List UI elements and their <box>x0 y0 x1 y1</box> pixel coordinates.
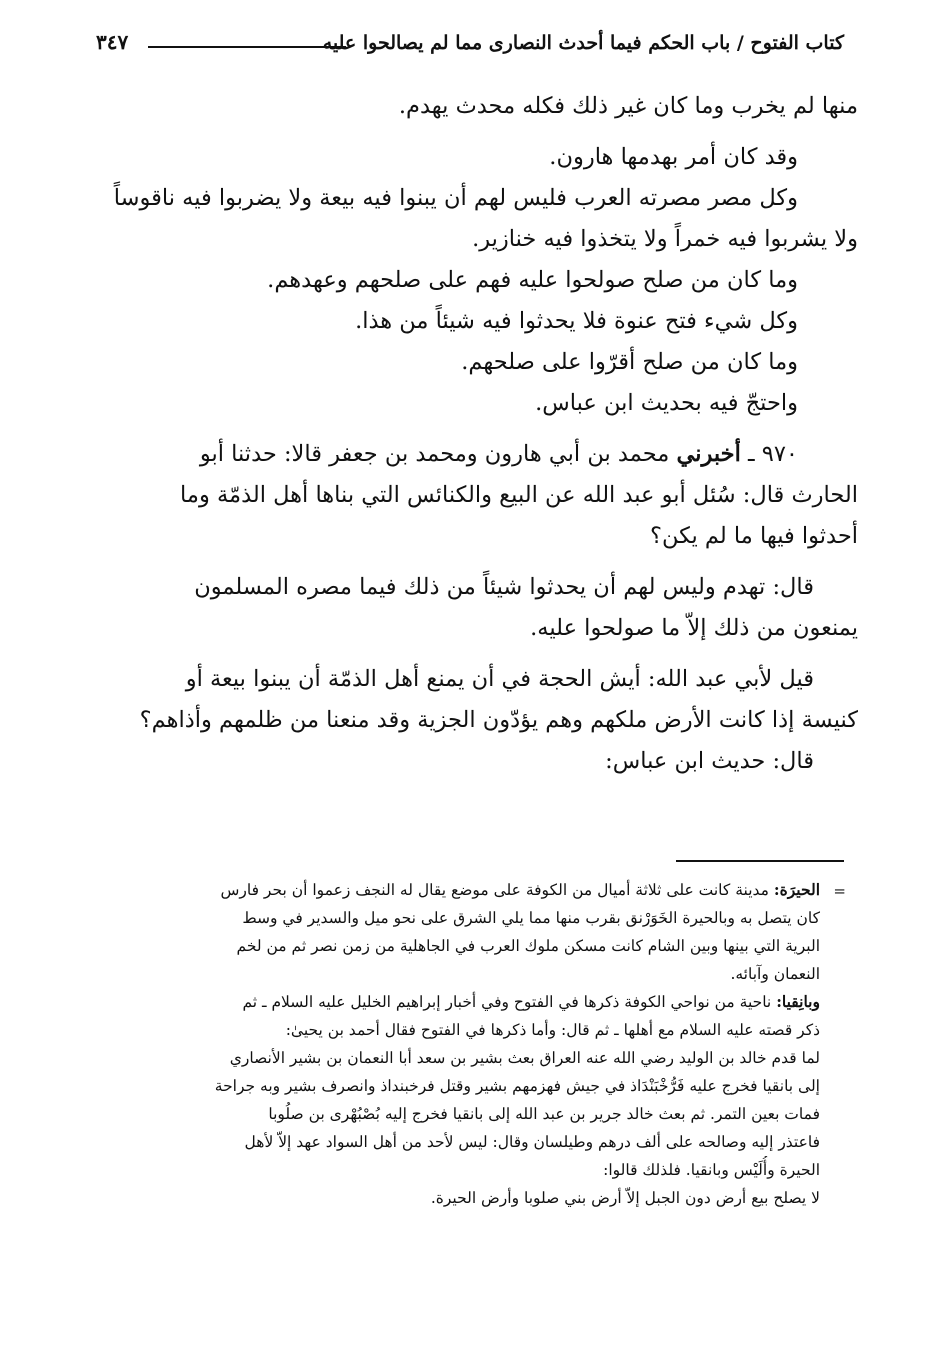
text-line: وكل شيء فتح عنوة فلا يحدثوا فيه شيئاً من هذا. <box>355 308 798 334</box>
text-line: وما كان من صلح أقرّوا على صلحهم. <box>461 349 798 375</box>
text-line: كنيسة إذا كانت الأرض ملكهم وهم يؤدّون الجزية وقد منعنا من ظلمهم وأذاهم؟ <box>139 707 858 733</box>
text-line: وما كان من صلح صولحوا عليه فهم على صلحهم وعهدهم. <box>267 267 798 293</box>
text-line: يمنعون من ذلك إلاّ ما صولحوا عليه. <box>530 615 858 641</box>
hadith-number: ٩٧٠ ـ <box>747 441 798 467</box>
footnote-line: كان يتصل به وبالحيرة الخَوَرْنق بقرب منها مما يلي الشرق على نحو ميل والسدير في وسط <box>242 909 820 927</box>
footnote-line: البرية التي بينها وبين الشام كانت مسكن ملوك العرب في الجاهلية من زمن نصر ثم من لخم <box>236 937 820 955</box>
page-number: ٣٤٧ <box>96 30 129 54</box>
footnote-line: وبانِقيا: ناحية من نواحي الكوفة ذكرها في الفتوح وفي أخبار إبراهيم الخليل عليه السلام ـ ثم <box>242 992 820 1011</box>
text-line: الحارث قال: سُئل أبو عبد الله عن البيع والكنائس التي بناها أهل الذمّة وما <box>180 482 858 508</box>
footnote-line: إلى بانقيا فخرج عليه فَرُّخْبَنْدَاذ في جيش فهزمهم بشير وقتل فرخبنداذ وانصرف بشير وبه جراحة <box>214 1077 820 1095</box>
footnote-line: فاعتذر إليه وصالحه على ألف درهم وطيلسان وقال: ليس لأحد من أهل السواد عهد إلاّ لأهل <box>244 1133 820 1151</box>
hadith-opening-line <box>92 434 858 475</box>
footnote-line: الحيرَة: مدينة كانت على ثلاثة أميال من الكوفة على موضع يقال له النجف زعموا أن بحر فارس <box>220 880 820 899</box>
text-line: ولا يشربوا فيه خمراً ولا يتخذوا فيه خنازير. <box>472 226 858 252</box>
footnote-line: النعمان وآبائه. <box>730 965 820 983</box>
footnotes <box>94 876 846 1212</box>
text-line: منها لم يخرب وما كان غير ذلك فكله محدث يهدم. <box>398 93 858 119</box>
footnote-line: ذكر قصته عليه السلام مع أهلها ـ ثم قال: وأما ذكرها في الفتوح فقال أحمد بن يحيىٰ: <box>285 1021 820 1039</box>
header-rule <box>148 46 346 48</box>
footnote-term: وبانِقيا: <box>776 992 820 1011</box>
text-line: قيل لأبي عبد الله: أيش الحجة في أن يمنع أهل الذمّة أن يبنوا بيعة أو <box>185 666 814 692</box>
continuation-mark: = <box>833 882 846 900</box>
hadith-chain: محمد بن أبي هارون ومحمد بن جعفر قالا: حدثنا أبو <box>199 441 670 467</box>
running-title: كتاب الفتوح / باب الحكم فيما أحدث النصارى مما لم يصالحوا عليه <box>322 32 844 54</box>
footnote-line: لا يصلح بيع أرض دون الجبل إلاّ أرض بني صلوبا وأرض الحيرة. <box>430 1189 820 1207</box>
running-header <box>96 28 844 62</box>
text-line: وكل مصر مصرته العرب فليس لهم أن يبنوا فيه بيعة ولا يضربوا فيه ناقوساً <box>113 185 798 211</box>
text-line: قال: حديث ابن عباس: <box>605 748 814 774</box>
text-line: قال: تهدم وليس لهم أن يحدثوا شيئاً من ذلك فيما مصره المسلمون <box>194 574 814 600</box>
footnote-line: الحيرة وأُلَيْس وبانقيا. فلذلك قالوا: <box>603 1161 820 1179</box>
footnote-separator <box>676 860 844 862</box>
main-text <box>92 86 858 782</box>
footnote-line: فمات بعين التمر. ثم بعث خالد جرير بن عبد الله إلى بانقيا فخرج إليه بُصْبُهْرى بن صلُوبا <box>268 1105 820 1123</box>
text-line: وقد كان أمر بهدمها هارون. <box>549 144 798 170</box>
footnote-term: الحيرَة: <box>773 880 820 899</box>
text-line: واحتجّ فيه بحديث ابن عباس. <box>535 390 798 416</box>
hadith-verb: أخبرني <box>676 441 741 467</box>
text-line: أحدثوا فيها ما لم يكن؟ <box>650 523 858 549</box>
footnote-line: لما قدم خالد بن الوليد رضي الله عنه العراق بعث بشير بن سعد أبا النعمان بن بشير الأنصاري <box>229 1049 820 1067</box>
